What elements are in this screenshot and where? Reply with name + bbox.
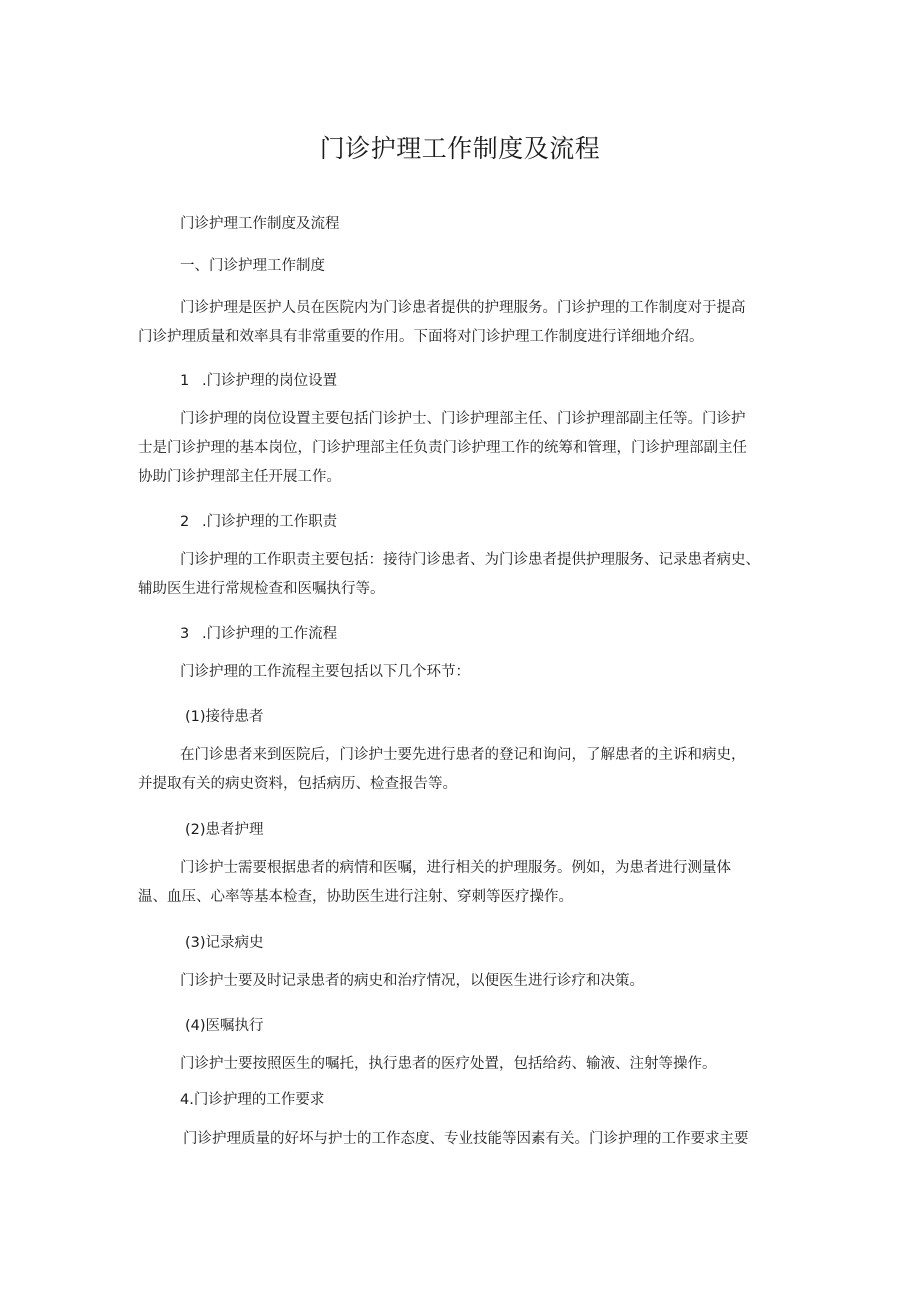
paragraph-line: 门诊护理的工作流程主要包括以下几个环节： <box>180 664 470 680</box>
paragraph-line: 门诊护理的岗位设置主要包括门诊护士、门诊护理部主任、门诊护理部副主任等。门诊护 <box>180 411 746 427</box>
paragraph-line: 协助门诊护理部主任开展工作。 <box>138 469 341 485</box>
paragraph-line: 并提取有关的病史资料，包括病历、检查报告等。 <box>138 776 457 792</box>
step-label: (3)记录病史 <box>185 935 264 951</box>
item-heading-text: .门诊护理的工作职责 <box>202 514 338 530</box>
item-heading-text: .门诊护理的工作流程 <box>202 626 338 642</box>
step-label: (1)接待患者 <box>185 709 264 725</box>
paragraph-line: 门诊护理的工作职责主要包括：接待门诊患者、为门诊患者提供护理服务、记录患者病史、 <box>180 552 760 568</box>
document-title: 门诊护理工作制度及流程 <box>319 134 601 163</box>
item-number: 1 <box>180 373 190 389</box>
item-heading: 4.门诊护理的工作要求 <box>180 1092 325 1108</box>
paragraph-line: 士是门诊护理的基本岗位，门诊护理部主任负责门诊护理工作的统筹和管理，门诊护理部副主任 <box>138 440 747 456</box>
item-number: 3 <box>180 626 190 642</box>
paragraph-line: 门诊护理质量和效率具有非常重要的作用。下面将对门诊护理工作制度进行详细地介绍。 <box>138 329 704 345</box>
step-label: (2)患者护理 <box>185 822 264 838</box>
paragraph-line: 门诊护士要按照医生的嘱托，执行患者的医疗处置，包括给药、输液、注射等操作。 <box>180 1056 717 1072</box>
item-number: 2 <box>180 514 190 530</box>
item-heading <box>180 512 337 532</box>
subtitle: 门诊护理工作制度及流程 <box>180 216 340 232</box>
paragraph-line: 门诊护士需要根据患者的病情和医嘱，进行相关的护理服务。例如，为患者进行测量体 <box>180 860 731 876</box>
section-heading: 一、门诊护理工作制度 <box>180 258 325 274</box>
paragraph-line: 温、血压、心率等基本检查，协助医生进行注射、穿刺等医疗操作。 <box>138 889 573 905</box>
item-heading <box>180 371 337 391</box>
paragraph-line: 门诊护士要及时记录患者的病史和治疗情况，以便医生进行诊疗和决策。 <box>180 973 644 989</box>
paragraph-line: 辅助医生进行常规检查和医嘱执行等。 <box>138 581 385 597</box>
paragraph-line: 门诊护理质量的好坏与护士的工作态度、专业技能等因素有关。门诊护理的工作要求主要 <box>183 1131 749 1147</box>
item-heading-text: .门诊护理的岗位设置 <box>202 373 338 389</box>
step-label: (4)医嘱执行 <box>185 1018 264 1034</box>
paragraph-line: 在门诊患者来到医院后，门诊护士要先进行患者的登记和询问，了解患者的主诉和病史， <box>180 747 746 763</box>
item-heading <box>180 624 337 644</box>
paragraph-line: 门诊护理是医护人员在医院内为门诊患者提供的护理服务。门诊护理的工作制度对于提高 <box>180 300 746 316</box>
